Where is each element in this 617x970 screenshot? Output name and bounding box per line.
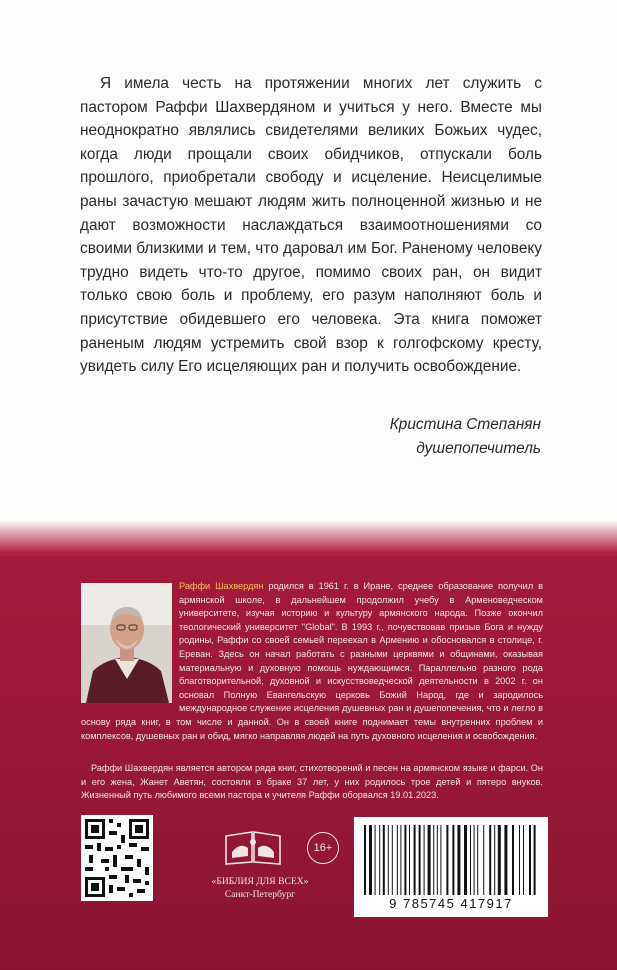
- age-rating-badge: 16+: [307, 832, 339, 864]
- barcode-bar: [464, 825, 467, 895]
- author-bio-paragraph-2: Раффи Шахвердян является автором ряда книг, стихотворений и песен на армянском языке и фарси. Он и его жена, Жанет Аветян, состояли в браке 37 лет, у них родилось трое детей и пятеро внуков. Жизненный путь любимого всеми пастора и учителя Раффи оборвался 19.01.2023.: [81, 763, 543, 801]
- barcode-bar: [494, 825, 495, 895]
- publisher-book-emblem-icon: [222, 826, 284, 868]
- barcode-bar: [364, 825, 366, 895]
- photo-wrap-spacer: [81, 580, 179, 704]
- barcode-bar: [379, 825, 380, 895]
- barcode-bar: [470, 825, 471, 895]
- barcode-bar: [489, 825, 491, 895]
- barcode-bar: [529, 825, 531, 895]
- author-name: Раффи Шахвердян: [179, 581, 264, 591]
- barcode-bar: [433, 825, 434, 895]
- barcode-bar: [388, 825, 389, 895]
- qr-code-pattern: [81, 815, 153, 901]
- barcode-bar: [409, 825, 410, 895]
- barcode-bar: [419, 825, 421, 895]
- barcode-bar: [523, 825, 524, 895]
- barcode-bar: [437, 825, 438, 895]
- endorsement-quote: Я имела честь на протяжении многих лет служить с пастором Раффи Шахвердяном и учиться у него. Вместе мы неоднократно являлись свидетелями великих Божьих чудес, когда люди прощали своих обидчиков, отпускали боль прошлого, приобретали свободу и исцеление. Неисцелимые раны зачастую мешают людям жить полноценной жизнью и не дают возможности наслаждаться взаимоотношениями со своими близкими и тем, что даровал им Бог. Раненому человеку трудно видеть что-то другое, помимо своих ран, он видит только свою боль и проблему, его разум наполняют боль и присутствие обидевшего его человека. Эта книга поможет раненым людям устремить свой взор к голгофскому кресту, увидеть силу Его исцеляющих ран и получить освобождение.: [80, 75, 543, 376]
- isbn-barcode: [354, 817, 548, 917]
- barcode-bar: [369, 825, 372, 895]
- author-bio: [81, 580, 543, 743]
- barcode-bar: [440, 825, 441, 895]
- barcode-bar: [512, 825, 514, 895]
- endorsement-author: Кристина Степанян: [389, 416, 541, 433]
- barcode-bar: [452, 825, 454, 895]
- barcode-bar: [383, 825, 385, 895]
- cover-gradient-transition: [0, 520, 617, 556]
- barcode-bar: [392, 825, 393, 895]
- endorsement-role: душепопечитель: [416, 440, 541, 457]
- barcode-bar: [397, 825, 398, 895]
- barcode-bars: [362, 825, 540, 895]
- barcode-bar: [477, 825, 478, 895]
- barcode-bar: [534, 825, 536, 895]
- barcode-bar: [414, 825, 416, 895]
- barcode-bar: [404, 825, 406, 895]
- qr-code: [81, 815, 153, 901]
- publisher-logo-icon: [222, 826, 284, 868]
- barcode-bar: [519, 825, 520, 895]
- author-bio-paragraph-1: родился в 1961 г. в Иране, среднее образование получил в армянской школе, в дальнейшем продолжил учебу в Арменоведческом университете, изучая историю и культуру армянского народа. Позже окончил теологический университет "Global". В 1993 г., почувствовав призыв Бога и нужду родины, Раффи со своей семьей переехал в Армению и обосновался в столице, г. Ереван. Здесь он начал работать с разными церквями и общинами, оказывая материальную и духовную помощь нуждающимся. Параллельно разного рода благотворительной, духовной и искусствоведческой деятельности в 2002 г. он основал Полную Евангельскую церковь Божий Народ, где и зародилось международное служение исцеления душевных ран и душепопечения, что и легло в основу ряда книг, в том числе и данной. Он в своей книге поднимает темы внутренних проблем и комплексов, душевных ран и обид, мягко направляя людей на путь духовного исцеления и освобождения.: [81, 581, 543, 741]
- barcode-bar: [424, 825, 425, 895]
- barcode-bar: [498, 825, 501, 895]
- barcode-bar: [483, 825, 484, 895]
- barcode-bar: [446, 825, 448, 895]
- publisher-name: «БИБЛИЯ ДЛЯ ВСЕХ»: [211, 876, 309, 887]
- barcode-bar: [474, 825, 475, 895]
- isbn-number: 9 785745 417917: [389, 896, 513, 911]
- barcode-bar: [375, 825, 376, 895]
- barcode-bar: [428, 825, 431, 895]
- barcode-bar: [400, 825, 401, 895]
- publisher-city: Санкт-Петербург: [224, 889, 296, 900]
- barcode-bar: [457, 825, 460, 895]
- barcode-bar: [504, 825, 507, 895]
